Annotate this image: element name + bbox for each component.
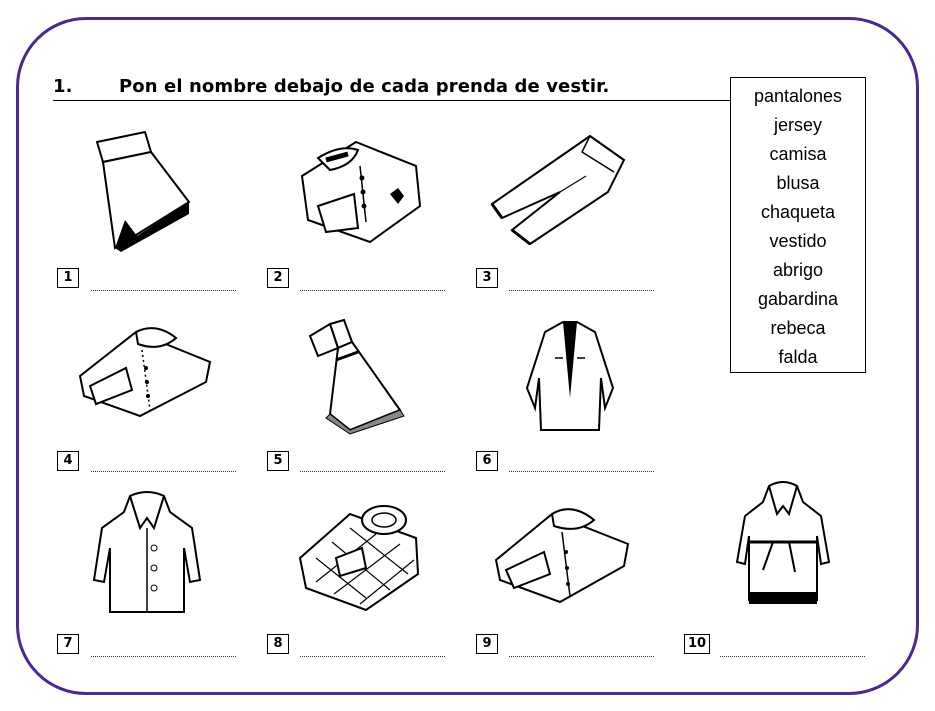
exercise-instruction: Pon el nombre debajo de cada prenda de vestir.	[119, 76, 610, 97]
sweater-icon	[296, 498, 426, 618]
shirt-icon	[492, 500, 632, 610]
word-bank-item: chaqueta	[760, 202, 836, 222]
answer-line-2[interactable]	[300, 290, 445, 291]
answer-line-4[interactable]	[91, 471, 236, 472]
word-bank-item: camisa	[769, 144, 827, 164]
word-bank-item: vestido	[769, 231, 827, 251]
item-number-1: 1	[57, 268, 79, 288]
answer-line-8[interactable]	[300, 656, 445, 657]
item-number-2: 2	[267, 268, 289, 288]
item-number-3: 3	[476, 268, 498, 288]
answer-line-5[interactable]	[300, 471, 445, 472]
heading-rule	[53, 100, 731, 101]
trousers-icon	[490, 132, 630, 254]
answer-line-9[interactable]	[509, 656, 654, 657]
cardigan-icon	[296, 136, 426, 252]
word-bank-item: falda	[778, 347, 818, 367]
item-number-9: 9	[476, 634, 498, 654]
word-bank-item: gabardina	[757, 289, 839, 309]
exercise-number: 1.	[53, 76, 73, 97]
item-number-8: 8	[267, 634, 289, 654]
skirt-icon	[85, 128, 195, 257]
answer-line-10[interactable]	[720, 656, 865, 657]
blouse-icon	[76, 320, 216, 424]
item-number-5: 5	[267, 451, 289, 471]
item-number-7: 7	[57, 634, 79, 654]
item-number-10: 10	[684, 634, 710, 654]
word-bank-item: pantalones	[753, 86, 843, 106]
answer-line-6[interactable]	[509, 471, 654, 472]
answer-line-3[interactable]	[509, 290, 654, 291]
answer-line-1[interactable]	[91, 290, 236, 291]
dress-icon	[300, 318, 410, 438]
raincoat-icon	[733, 480, 833, 614]
word-bank-item: rebeca	[770, 318, 826, 338]
word-bank-item: jersey	[773, 115, 822, 135]
jacket-icon	[515, 318, 625, 442]
word-bank-item: blusa	[776, 173, 820, 193]
coat-icon	[92, 488, 202, 622]
exercise-heading	[53, 76, 609, 97]
word-bank	[730, 77, 866, 373]
word-bank-item: abrigo	[772, 260, 824, 280]
answer-line-7[interactable]	[91, 656, 236, 657]
item-number-6: 6	[476, 451, 498, 471]
item-number-4: 4	[57, 451, 79, 471]
